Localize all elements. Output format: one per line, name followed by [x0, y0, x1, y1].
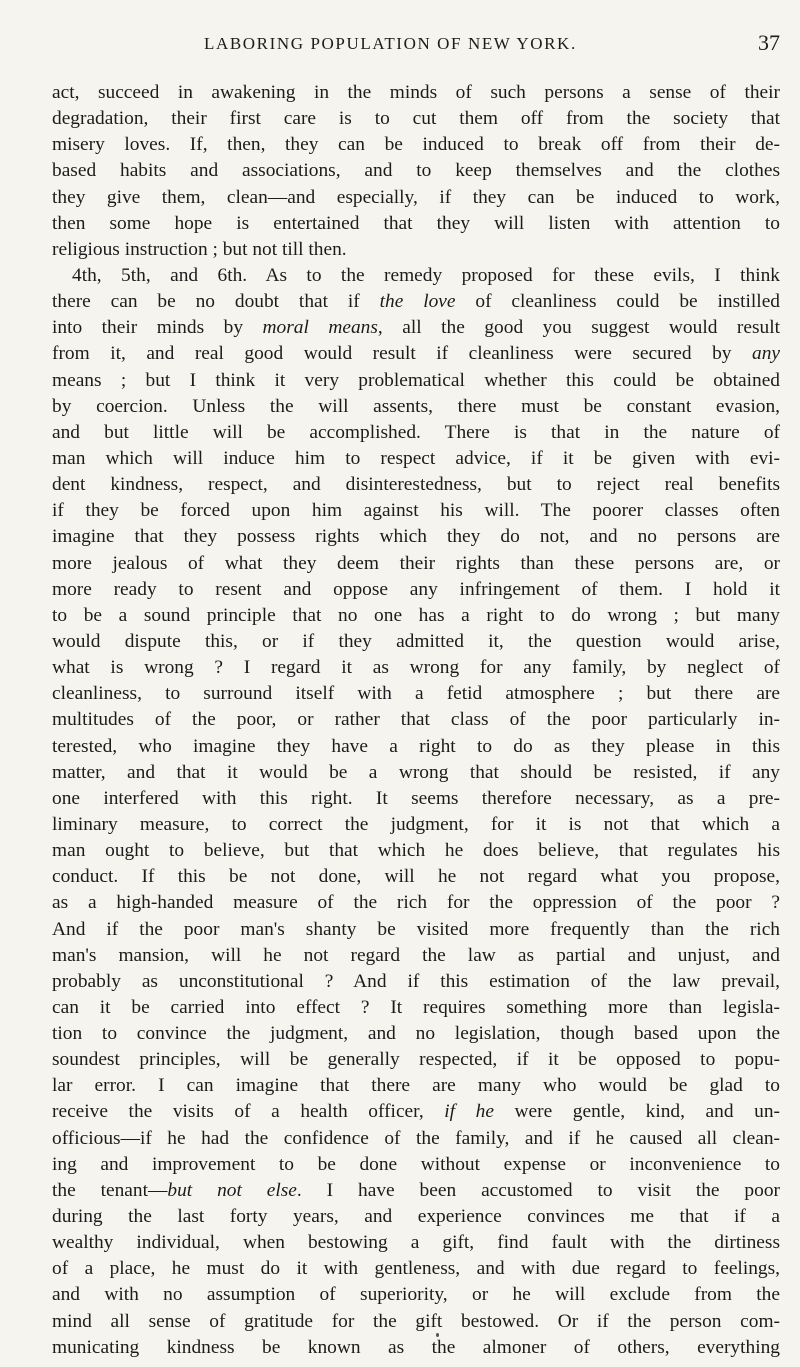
text-line: religious instruction ; but not till then.: [52, 238, 347, 260]
text-run: receive the visits of a health officer,: [52, 1101, 445, 1123]
text-line: officious—if he had the confidence of the family, and if he caused all clean-: [52, 1127, 780, 1149]
body-text: [52, 80, 780, 1361]
text-line: tion to convince the judgment, and no legislation, though based upon the: [52, 1023, 780, 1045]
text-line: can it be carried into effect ? It requires something more than legisla-: [52, 996, 780, 1018]
text-line: one interfered with this right. It seems therefore necessary, as a pre-: [52, 787, 780, 809]
italic-text: moral means: [262, 317, 378, 339]
text-line: during the last forty years, and experience convinces me that if a: [52, 1206, 780, 1228]
text-line: what is wrong ? I regard it as wrong for any family, by neglect of: [52, 657, 780, 679]
text-line: man ought to believe, but that which he does believe, that regulates his: [52, 840, 780, 862]
text-line: dent kindness, respect, and disinterestedness, but to reject real benefits: [52, 474, 780, 496]
italic-text: but not else: [167, 1179, 297, 1201]
text-line: and but little will be accomplished. There is that in the nature of: [52, 421, 780, 443]
text-line: man's mansion, will he not regard the law as partial and unjust, and: [52, 944, 780, 966]
text-line: if they be forced upon him against his will. The poorer classes often: [52, 500, 780, 522]
text-line: 4th, 5th, and 6th. As to the remedy proposed for these evils, I think: [72, 264, 780, 286]
text-line: misery loves. If, then, they can be induced to break off from their de-: [52, 134, 780, 156]
text-line: cleanliness, to surround itself with a fetid atmosphere ; but there are: [52, 683, 780, 705]
text-line: soundest principles, will be generally respected, if it be opposed to popu-: [52, 1049, 780, 1071]
text-line: lar error. I can imagine that there are many who would be glad to: [52, 1075, 780, 1097]
text-line: to be a sound principle that no one has a right to do wrong ; but many: [52, 604, 780, 626]
text-line: they give them, clean—and especially, if they can be induced to work,: [52, 186, 780, 208]
text-line: based habits and associations, and to keep themselves and the clothes: [52, 160, 780, 182]
text-line: liminary measure, to correct the judgment, for it is not that which a: [52, 813, 780, 835]
text-line: ing and improvement to be done without expense or inconvenience to: [52, 1153, 780, 1175]
text-line: municating kindness be known as the almoner of others, everything: [52, 1336, 780, 1358]
text-line: probably as unconstitutional ? And if this estimation of the law prevail,: [52, 970, 780, 992]
running-title: LABORING POPULATION OF NEW YORK.: [204, 34, 577, 53]
text-line: and with no assumption of superiority, or he will exclude from the: [52, 1284, 780, 1306]
italic-text: the love: [379, 291, 456, 313]
text-line: means ; but I think it very problematical whether this could be obtained: [52, 369, 780, 391]
text-line: act, succeed in awakening in the minds of such persons a sense of their: [52, 82, 780, 103]
text-line: man which will induce him to respect advice, if it be given with evi-: [52, 447, 780, 469]
running-head: [52, 30, 780, 56]
print-speck: [436, 1333, 439, 1337]
text-line: multitudes of the poor, or rather that class of the poor particularly in-: [52, 709, 780, 731]
text-line: wealthy individual, when bestowing a gift, find fault with the dirtiness: [52, 1232, 780, 1254]
text-line: terested, who imagine they have a right to do as they please in this: [52, 735, 780, 757]
text-run: into their minds by: [52, 317, 263, 339]
text-line: [52, 289, 780, 315]
text-line: as a high-handed measure of the rich for the oppression of the poor ?: [52, 892, 780, 914]
text-line: then some hope is entertained that they will listen with attention to: [52, 212, 780, 234]
text-line: And if the poor man's shanty be visited more frequently than the rich: [52, 918, 780, 940]
text-run: , all the good you suggest would result: [377, 317, 780, 339]
italic-text: any: [752, 343, 780, 365]
text-run: of cleanliness could be instilled: [455, 291, 780, 313]
italic-text: if he: [444, 1101, 494, 1123]
text-run: . I have been accustomed to visit the poor: [296, 1179, 780, 1201]
text-line: mind all sense of gratitude for the gift bestowed. Or if the person com-: [52, 1310, 780, 1332]
text-run: from it, and real good would result if cleanliness were secured by: [52, 343, 752, 365]
text-line: more ready to resent and oppose any infringement of them. I hold it: [52, 578, 780, 600]
text-line: [52, 1178, 780, 1204]
text-line: of a place, he must do it with gentleness, and with due regard to feelings,: [52, 1258, 780, 1280]
text-line: conduct. If this be not done, will he not regard what you propose,: [52, 866, 780, 888]
text-line: matter, and that it would be a wrong that should be resisted, if any: [52, 761, 780, 783]
text-line: degradation, their first care is to cut them off from the society that: [52, 108, 780, 130]
text-line: imagine that they possess rights which they do not, and no persons are: [52, 526, 780, 548]
text-line: [52, 341, 780, 367]
text-line: more jealous of what they deem their rights than these persons are, or: [52, 552, 780, 574]
text-line: [52, 315, 780, 341]
text-line: by coercion. Unless the will assents, there must be constant evasion,: [52, 395, 780, 417]
text-run: were gentle, kind, and un-: [493, 1101, 780, 1123]
text-run: there can be no doubt that if: [52, 291, 380, 313]
text-line: would dispute this, or if they admitted it, the question would arise,: [52, 630, 780, 652]
text-run: the tenant—: [52, 1179, 168, 1201]
text-line: [52, 1099, 780, 1125]
page-number: 37: [758, 30, 780, 55]
